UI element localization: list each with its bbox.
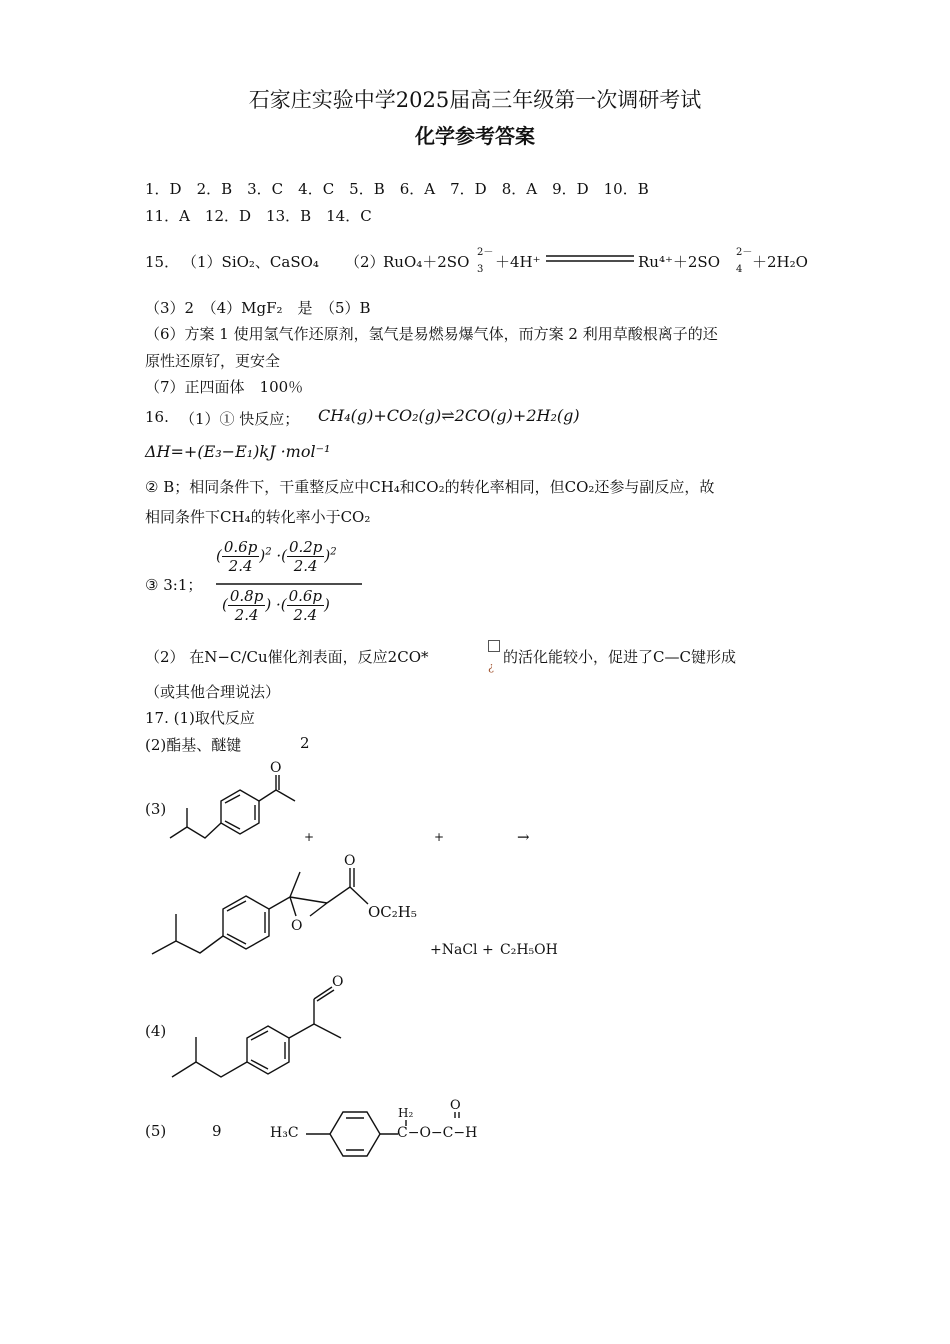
frac-num-b: 0.2p bbox=[288, 538, 323, 556]
q17-part1: 17. (1)取代反应 bbox=[145, 709, 255, 727]
frac-den-a: 0.8p bbox=[229, 587, 264, 605]
q17-part5-number: 9 bbox=[212, 1122, 222, 1140]
q15-line-3: （6）方案 1 使用氢气作还原剂，氢气是易燃易爆气体，而方案 2 利用草酸根离子的还 bbox=[145, 325, 718, 343]
structure-4-icon bbox=[172, 987, 341, 1077]
q16-equation: CH₄(g)+CO₂(g)⇌2CO(g)+2H₂(g) bbox=[318, 406, 580, 425]
byproducts-label: +NaCl + bbox=[430, 942, 494, 958]
frac-num-a: 0.6p bbox=[223, 538, 258, 556]
q16-delta-h: ΔH=+(E₃−E₁)kJ ·mol⁻¹ bbox=[145, 442, 331, 461]
q15-eq-charge2: 2－ bbox=[736, 247, 753, 258]
frac-den-b: 0.6p bbox=[288, 587, 323, 605]
page-subtitle: 化学参考答案 bbox=[415, 124, 535, 148]
ethoxy-label: OC₂H₅ bbox=[368, 903, 417, 921]
q17-part2: (2)酯基、醚键 bbox=[145, 736, 242, 754]
answers-line-1: 1．D 2．B 3．C 4．C 5．B 6．A 7．D 8．A 9．D 10．B bbox=[145, 180, 649, 198]
q16-part3-label: ③ 3:1； bbox=[145, 576, 203, 594]
q15-part2-label: （2） bbox=[345, 253, 385, 271]
formate-o-label: O bbox=[450, 1098, 461, 1113]
page-title: 石家庄实验中学2025届高三年级第一次调研考试 bbox=[248, 88, 702, 112]
q16-kp-denominator: ( $\frac{0.8p}{2.4}$ ) ·( $\frac{0.6p}{2.4}$ ) bbox=[222, 587, 330, 624]
q15-eq-charge1: 2－ bbox=[477, 247, 494, 258]
q15-part1: （1）SiO₂、CaSO₄ bbox=[182, 253, 319, 271]
answers-line-2: 11．A 12．D 13．B 14．C bbox=[145, 207, 372, 225]
q15-eq-left: RuO₄＋2SO bbox=[383, 253, 470, 271]
q16-part5: （或其他合理说法） bbox=[145, 683, 281, 701]
structure-3b-icon bbox=[152, 868, 368, 954]
reaction-plus-2: + bbox=[434, 830, 445, 844]
q16-label: 16. bbox=[145, 408, 169, 426]
q16-part4b: 的活化能较小，促进了C—C键形成 bbox=[503, 648, 736, 666]
q16-part2b: 相同条件下CH₄的转化率小于CO₂ bbox=[145, 508, 371, 526]
ketone-o-label: O bbox=[270, 760, 282, 776]
q16-kp-numerator: ( $\frac{0.6p}{2.4}$ )$^2$ ·( $\frac{0.2p}{2.4}$ )$^2$ bbox=[216, 538, 337, 575]
q17-part4-label: (4) bbox=[145, 1022, 167, 1040]
q15-eq-right1: Ru⁴⁺＋2SO bbox=[638, 253, 721, 271]
q15-line-2: （3）2 （4）MgF₂ 是 （5）B bbox=[145, 299, 371, 317]
q15-line-5: （7）正四面体 100％ bbox=[145, 378, 304, 396]
q15-line-4: 原性还原钌，更安全 bbox=[145, 352, 281, 370]
q15-eq-sub2: 4 bbox=[736, 264, 743, 275]
reaction-plus-1: + bbox=[304, 830, 315, 844]
aldehyde-o-label: O bbox=[332, 974, 344, 990]
methyl-label: H₃C bbox=[270, 1125, 299, 1141]
ethanol-label: C₂H₅OH bbox=[500, 942, 558, 958]
epoxide-o-label: O bbox=[291, 918, 303, 934]
q17-part3-label: (3) bbox=[145, 800, 167, 818]
frac-base-3: 2.4 bbox=[234, 606, 259, 624]
frac-base-4: 2.4 bbox=[293, 606, 318, 624]
q15-eq-sub1: 3 bbox=[477, 264, 484, 275]
frac-base-2: 2.4 bbox=[293, 557, 318, 575]
q15-eq-right2: ＋2H₂O bbox=[752, 253, 808, 271]
methylene-h2-label: H₂ bbox=[398, 1106, 414, 1120]
q17-part2-number: 2 bbox=[300, 734, 310, 752]
inverted-question-icon: ¿ bbox=[488, 660, 494, 673]
q16-part2a: ② B；相同条件下，干重整反应中CH₄和CO₂的转化率相同，但CO₂还参与副反应，故 bbox=[145, 478, 715, 496]
reaction-arrow: → bbox=[517, 828, 530, 846]
q16-part4: （2） 在N−C/Cu催化剂表面，反应2CO* bbox=[145, 648, 429, 666]
q17-part5-label: (5) bbox=[145, 1122, 167, 1140]
q15-eq-mid: ＋4H⁺ bbox=[495, 253, 541, 271]
frac-base-1: 2.4 bbox=[228, 557, 253, 575]
q16-part1a: （1）① 快反应； bbox=[180, 410, 300, 428]
ester-o-label: O bbox=[344, 853, 356, 869]
q15-label: 15． bbox=[145, 253, 180, 271]
formate-chain-label: C−O−C−H bbox=[397, 1125, 478, 1141]
structure-3a-icon bbox=[170, 775, 295, 838]
